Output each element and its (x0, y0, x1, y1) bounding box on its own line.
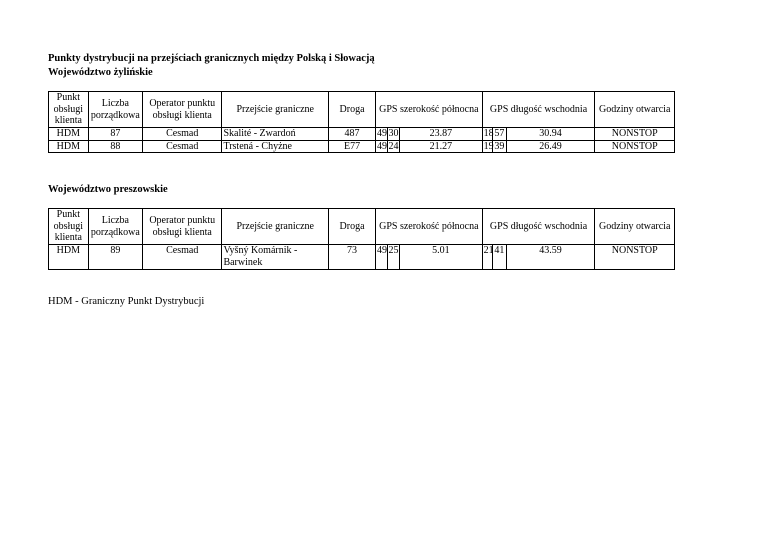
cell-operator: Cesmad (143, 128, 222, 141)
cell-lon-deg: 19 (483, 140, 494, 152)
cell-lon-min: 39 (494, 140, 505, 152)
cell-lon-min: 57 (494, 128, 505, 139)
cell-droga: 73 (329, 245, 376, 270)
cell-lat-sec: 23.87 (400, 128, 483, 141)
table-row (49, 140, 675, 153)
header-godziny: Godziny otwarcia (595, 92, 675, 128)
cell-lat-deg: 49 (377, 140, 388, 152)
cell-przejscie: Vyšný Komárnik - Barwinek (222, 245, 329, 270)
cell-operator: Cesmad (143, 140, 222, 153)
cell-lat-min: 30 (388, 128, 399, 139)
header-gps-lat: GPS szerokość północna (376, 92, 483, 128)
header-przejscie: Przejście graniczne (222, 92, 329, 128)
section-title-zilina: Województwo żylińskie (48, 67, 153, 78)
header-operator: Operator punktu obsługi klienta (143, 209, 222, 245)
document-title: Punkty dystrybucji na przejściach granicznych między Polską i Słowacją (48, 53, 375, 64)
header-droga: Droga (329, 92, 376, 128)
table-row (49, 245, 675, 270)
cell-lon-deg: 18 (483, 128, 494, 139)
header-punkt: Punkt obsługi klienta (49, 209, 89, 245)
cell-liczba: 87 (88, 128, 142, 141)
cell-lat-sec: 5.01 (400, 245, 483, 270)
cell-lon-sec: 30.94 (506, 128, 595, 141)
cell-godziny: NONSTOP (595, 245, 675, 270)
header-gps-lon: GPS długość wschodnia (482, 209, 595, 245)
header-liczba: Liczba porządkowa (88, 92, 142, 128)
cell-droga: 487 (329, 128, 376, 141)
header-przejscie: Przejście graniczne (222, 209, 329, 245)
header-droga: Droga (329, 209, 376, 245)
table-row (49, 128, 675, 141)
cell-punkt: HDM (49, 140, 89, 153)
header-liczba: Liczba porządkowa (88, 209, 142, 245)
cell-droga: E77 (329, 140, 376, 153)
section-title-presov: Województwo preszowskie (48, 184, 168, 195)
cell-lat-deg: 49 (376, 245, 387, 270)
cell-przejscie: Trstená - Chyżne (222, 140, 329, 153)
cell-godziny: NONSTOP (595, 140, 675, 153)
presov-table (48, 208, 675, 270)
header-operator: Operator punktu obsługi klienta (143, 92, 222, 128)
cell-lat-sec: 21.27 (400, 140, 483, 153)
cell-lat-deg: 49 (377, 128, 388, 139)
cell-liczba: 89 (88, 245, 142, 270)
cell-lon-min: 41 (493, 245, 507, 270)
header-godziny: Godziny otwarcia (595, 209, 675, 245)
header-punkt: Punkt obsługi klienta (49, 92, 89, 128)
header-gps-lon: GPS długość wschodnia (482, 92, 595, 128)
cell-punkt: HDM (49, 245, 89, 270)
cell-lon-deg: 21 (482, 245, 492, 270)
cell-lon-sec: 43.59 (506, 245, 595, 270)
cell-operator: Cesmad (143, 245, 222, 270)
cell-lat-min: 25 (387, 245, 400, 270)
footnote: HDM - Graniczny Punkt Dystrybucji (48, 296, 205, 307)
header-gps-lat: GPS szerokość północna (376, 209, 483, 245)
cell-przejscie: Skalité - Zwardoń (222, 128, 329, 141)
zilina-table (48, 91, 675, 153)
cell-lon-sec: 26.49 (506, 140, 595, 153)
cell-punkt: HDM (49, 128, 89, 141)
cell-liczba: 88 (88, 140, 142, 153)
cell-lat-min: 24 (388, 140, 399, 152)
cell-godziny: NONSTOP (595, 128, 675, 141)
